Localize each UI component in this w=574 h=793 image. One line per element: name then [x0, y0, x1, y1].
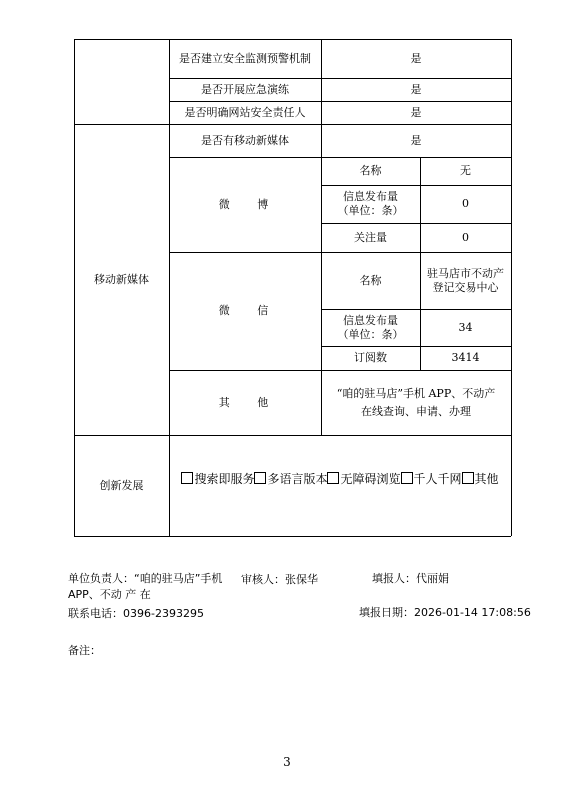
weibo-posts-value: 0	[462, 197, 469, 210]
weibo-name-value: 无	[460, 164, 471, 177]
other-label: 其 他	[218, 395, 281, 409]
innovation-options	[169, 470, 511, 487]
monitoring-value: 是	[410, 51, 422, 65]
checkbox-icon[interactable]	[254, 472, 266, 484]
monitoring-label: 是否建立安全监测预警机制	[179, 51, 311, 65]
checkbox-icon[interactable]	[401, 472, 413, 484]
wechat-label: 微 信	[218, 304, 281, 317]
wechat-name-value: 驻马店市不动产登记交易中心	[427, 266, 504, 294]
wechat-subscribers-value: 3414	[451, 351, 480, 364]
reviewer: 审核人：张保华	[241, 573, 318, 586]
wechat-posts-label: 信息发布量（单位：条）	[337, 313, 404, 341]
weibo-label: 微 博	[218, 197, 281, 211]
weibo-followers-label: 关注量	[354, 230, 387, 244]
wechat-posts-value: 34	[458, 320, 473, 334]
weibo-name-label: 名称	[359, 164, 382, 177]
notes-label: 备注：	[68, 644, 101, 657]
filler: 填报人：代丽娟	[372, 572, 449, 585]
has-media-label: 是否有移动新媒体	[201, 133, 289, 147]
has-media-value: 是	[410, 133, 422, 147]
report-table	[74, 39, 511, 536]
fill-date: 填报日期：2026-01-14 17:08:56	[359, 606, 531, 619]
weibo-posts-label: 信息发布量（单位：条）	[337, 190, 404, 217]
other-value: “咱的驻马店”手机 APP、不动产 在线查询、申请、办理	[336, 386, 496, 418]
weibo-followers-value: 0	[462, 230, 469, 244]
unit-head: 单位负责人：“咱的驻马店”手机 APP、不动 产 在	[68, 572, 223, 601]
innovation-option[interactable]: 多语言版本	[254, 472, 327, 486]
new-media-section-label: 移动新媒体	[94, 272, 149, 286]
checkbox-icon[interactable]	[327, 472, 339, 484]
innovation-option[interactable]: 其他	[462, 472, 499, 486]
page-number: 3	[283, 755, 291, 769]
wechat-subscribers-label: 订阅数	[354, 351, 387, 364]
innovation-option[interactable]: 千人千网	[401, 472, 462, 486]
contact-phone: 联系电话：0396-2393295	[68, 607, 204, 620]
responsible-value: 是	[410, 105, 422, 119]
drill-label: 是否开展应急演练	[201, 82, 289, 96]
innovation-option[interactable]: 无障碍浏览	[327, 472, 400, 486]
responsible-label: 是否明确网站安全责任人	[184, 105, 306, 119]
checkbox-icon[interactable]	[181, 472, 193, 484]
innovation-option[interactable]: 搜索即服务	[181, 472, 254, 486]
innovation-label: 创新发展	[99, 478, 144, 492]
wechat-name-label: 名称	[359, 273, 382, 287]
checkbox-icon[interactable]	[462, 472, 474, 484]
drill-value: 是	[410, 82, 422, 96]
